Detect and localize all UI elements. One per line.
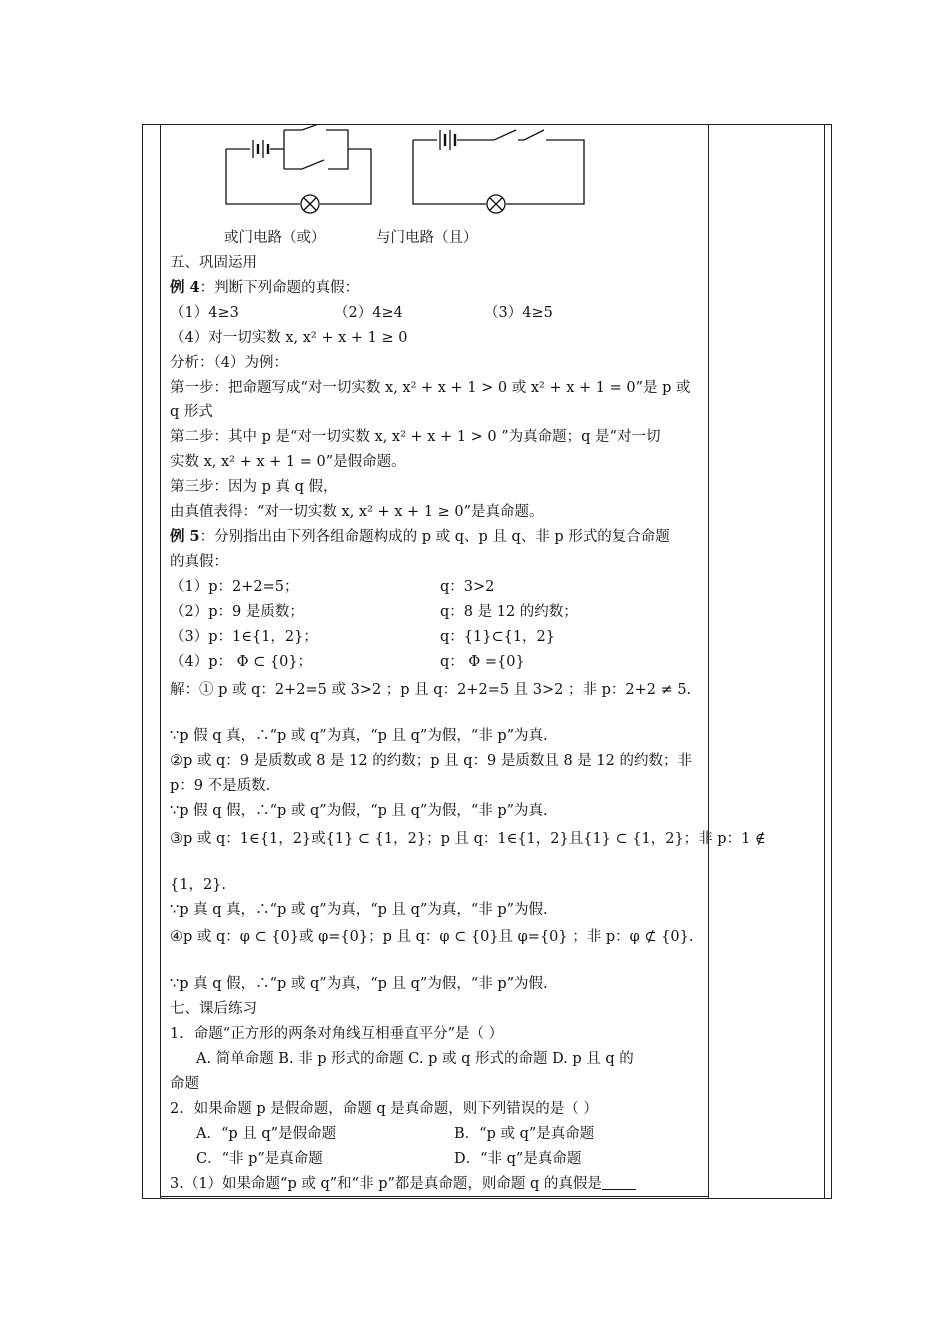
- section7-heading: 七、课后练习: [170, 1001, 257, 1017]
- step2-line-a: 第二步：其中 p 是“对一切实数 x, x² + x + 1 > 0 ”为真命题；q 是“对一切: [170, 429, 661, 445]
- answer-blank: [602, 1175, 636, 1190]
- circuit-diagrams: [224, 124, 604, 224]
- ex5-row-1-p: （1）p：2+2=5；: [170, 579, 299, 595]
- ex5-row-4-q: q： Φ ={0}: [440, 654, 525, 670]
- ex4-item-2: （2）4≥4: [334, 305, 403, 321]
- solution-4-reason: ∵p 真 q 假，∴“p 或 q”为真，“p 且 q”为假，“非 p”为假.: [170, 976, 548, 992]
- step1-line-a: 第一步：把命题写成“对一切实数 x, x² + x + 1 > 0 或 x² + x + 1 = 0”是 p 或: [170, 380, 691, 396]
- conclusion-line: 由真值表得：“对一切实数 x, x² + x + 1 ≥ 0”是真命题。: [170, 504, 544, 520]
- example4-text: ：判断下列命题的真假：: [199, 280, 360, 296]
- table-bottom-rule: [160, 1196, 708, 1197]
- exercise-3-text: 3.（1）如果命题“p 或 q”和“非 p”都是真命题，则命题 q 的真假是: [170, 1176, 602, 1192]
- and-gate-circuit: [413, 130, 584, 213]
- example5-text: ：分别指出由下列各组命题构成的 p 或 q、p 且 q、非 p 形式的复合命题: [199, 529, 670, 545]
- ex5-row-3-p: （3）p：1∈{1，2}；: [170, 629, 318, 645]
- solution-1: 解：① p 或 q：2+2=5 或 3>2 ；p 且 q：2+2=5 且 3>2 ；非 p：2+2 ≠ 5.: [170, 682, 692, 698]
- table-divider-outer: [824, 124, 825, 1199]
- and-gate-label: 与门电路（且）: [376, 230, 478, 246]
- ex5-row-1-q: q：3>2: [440, 579, 495, 595]
- analysis-line: 分析：（4）为例：: [170, 355, 288, 371]
- step1-line-b: q 形式: [170, 404, 213, 420]
- solution-3-a: ③p 或 q：1∈{1，2}或{1} ⊂ {1，2}；p 且 q：1∈{1，2}且{1} ⊂ {1，2}；非 p：1 ∉: [170, 831, 766, 847]
- exercise-2-option-c: C．“非 p”是真命题: [196, 1151, 323, 1167]
- or-gate-circuit: [226, 124, 371, 213]
- ex4-item-3: （3）4≥5: [484, 305, 553, 321]
- exercise-3: [170, 1174, 636, 1194]
- ex5-row-4-p: （4）p： Φ ⊂ {0}；: [170, 654, 313, 670]
- table-divider-left: [160, 124, 161, 1199]
- solution-2-b: p：9 不是质数.: [170, 778, 271, 794]
- ex5-row-2-p: （2）p：9 是质数；: [170, 604, 304, 620]
- table-divider-right: [708, 124, 709, 1199]
- exercise-1-options: A. 简单命题 B. 非 p 形式的命题 C. p 或 q 形式的命题 D. p 且 q 的: [196, 1051, 634, 1067]
- exercise-2-option-a: A．“p 且 q”是假命题: [196, 1126, 337, 1142]
- solution-2-a: ②p 或 q：9 是质数或 8 是 12 的约数；p 且 q：9 是质数且 8 是 12 的约数；非: [170, 753, 692, 769]
- exercise-1-options-cont: 命题: [170, 1076, 199, 1092]
- or-gate-label: 或门电路（或）: [224, 230, 326, 246]
- step3-line: 第三步：因为 p 真 q 假，: [170, 479, 338, 495]
- ex5-row-3-q: q：{1}⊂{1，2}: [440, 629, 556, 645]
- ex5-row-2-q: q：8 是 12 的约数；: [440, 604, 578, 620]
- exercise-2-option-b: B．“p 或 q”是真命题: [454, 1126, 595, 1142]
- step2-line-b: 实数 x, x² + x + 1 = 0”是假命题。: [170, 454, 406, 470]
- solution-1-reason: ∵p 假 q 真，∴“p 或 q”为真，“p 且 q”为假，“非 p”为真.: [170, 728, 548, 744]
- exercise-2: 2．如果命题 p 是假命题，命题 q 是真命题，则下列错误的是（ ）: [170, 1101, 598, 1117]
- exercise-2-option-d: D．“非 q”是真命题: [454, 1151, 582, 1167]
- solution-3-reason: ∵p 真 q 真，∴“p 或 q”为真，“p 且 q”为真，“非 p”为假.: [170, 902, 548, 918]
- example4: [170, 278, 359, 298]
- ex4-item-1: （1）4≥3: [170, 305, 239, 321]
- ex4-item-4: （4）对一切实数 x, x² + x + 1 ≥ 0: [170, 330, 408, 346]
- exercise-1: 1．命题“正方形的两条对角线互相垂直平分”是（ ）: [170, 1026, 504, 1042]
- example5-text-cont: 的真假：: [170, 554, 228, 570]
- section5-heading: 五、巩固运用: [170, 255, 257, 271]
- example4-label: 例 4: [170, 279, 200, 296]
- solution-2-reason: ∵p 假 q 假，∴“p 或 q”为假，“p 且 q”为假，“非 p”为真.: [170, 803, 548, 819]
- example5: [170, 527, 670, 547]
- example5-label: 例 5: [170, 528, 200, 545]
- solution-4: ④p 或 q：φ ⊂ {0}或 φ={0}；p 且 q：φ ⊂ {0}且 φ={0} ；非 p：φ ⊄ {0}.: [170, 929, 694, 945]
- solution-3-b: {1，2}.: [170, 877, 227, 893]
